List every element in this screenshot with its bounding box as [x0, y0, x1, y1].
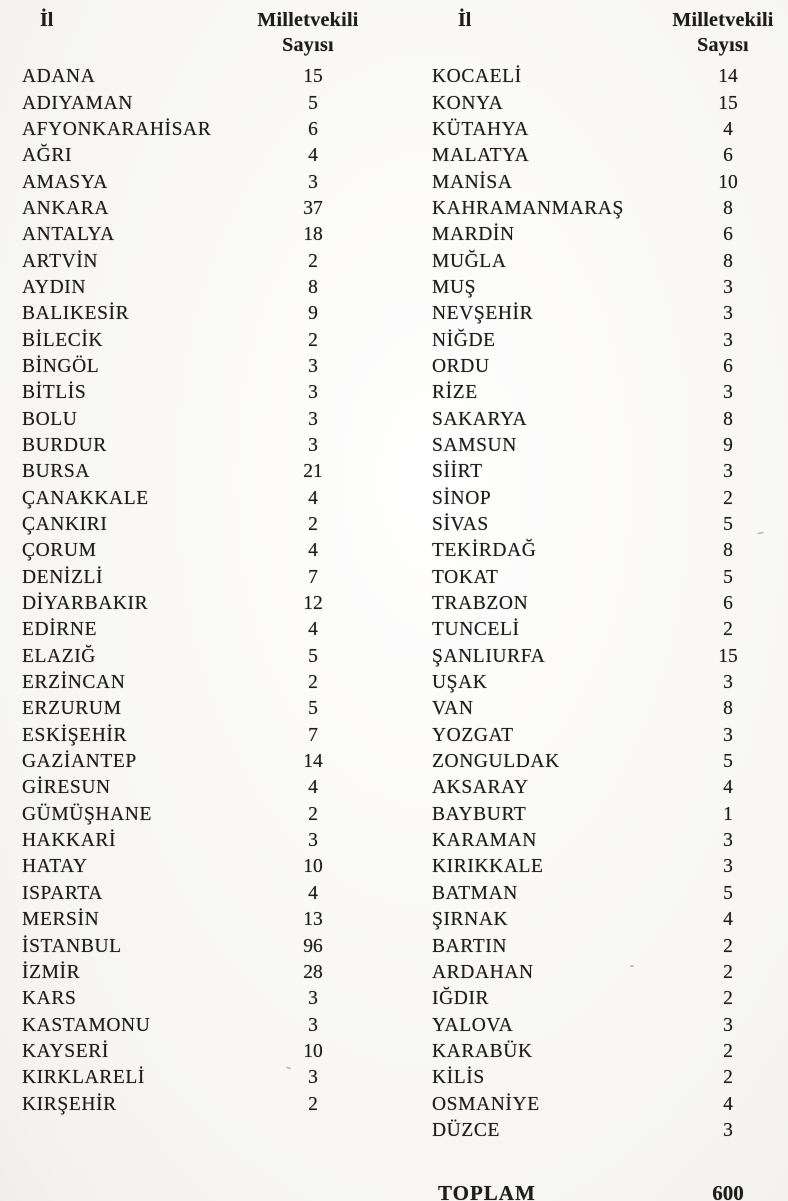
mp-count: 4 [723, 777, 733, 799]
table-row [22, 380, 363, 406]
table-row [22, 301, 363, 327]
table-row [22, 907, 363, 933]
mp-count: 5 [723, 882, 733, 904]
table-row [432, 986, 778, 1012]
mp-count: 8 [723, 197, 733, 219]
province-name: MERSİN [22, 909, 100, 931]
mp-count: 4 [723, 909, 733, 931]
mp-count: 2 [308, 1093, 318, 1115]
mp-count: 2 [723, 1040, 733, 1062]
mp-count: 3 [723, 724, 733, 746]
table-row [432, 1091, 778, 1117]
table-row [22, 1091, 363, 1117]
mp-count: 8 [723, 540, 733, 562]
mp-count: 3 [723, 856, 733, 878]
column-header-mp-count-line1: Milletvekili [257, 9, 359, 31]
table-row [432, 1118, 778, 1144]
mp-count: 6 [308, 118, 318, 140]
mp-count: 6 [723, 145, 733, 167]
province-name: ANKARA [22, 197, 110, 219]
table-row [432, 749, 778, 775]
table-row [432, 222, 778, 248]
mp-count: 4 [308, 145, 318, 167]
province-name: ÇANAKKALE [22, 487, 149, 509]
mp-count: 8 [723, 698, 733, 720]
mp-count: 2 [308, 514, 318, 536]
mp-count: 3 [723, 303, 733, 325]
province-name: ERZURUM [22, 698, 122, 720]
mp-count: 10 [303, 856, 323, 878]
mp-count: 3 [723, 672, 733, 694]
total-value: 600 [712, 1181, 744, 1201]
table-row [22, 670, 363, 696]
table-row [432, 486, 778, 512]
province-name: GİRESUN [22, 777, 111, 799]
column-header-mp-count-line1: Milletvekili [672, 9, 774, 31]
table-row [22, 222, 363, 248]
mp-count: 1 [723, 803, 733, 825]
table-row [22, 986, 363, 1012]
province-name: BİLECİK [22, 329, 104, 351]
table-row [432, 433, 778, 459]
table-row [22, 696, 363, 722]
mp-count: 2 [308, 803, 318, 825]
province-name: ÇORUM [22, 540, 97, 562]
province-name: İSTANBUL [22, 935, 122, 957]
table-row [22, 248, 363, 274]
table-row [432, 459, 778, 485]
province-name: AYDIN [22, 276, 87, 298]
total-row [432, 1181, 778, 1201]
table-row [432, 327, 778, 353]
mp-count: 2 [308, 329, 318, 351]
province-name: KIRŞEHİR [22, 1093, 117, 1115]
table-row [432, 380, 778, 406]
mp-count: 15 [303, 66, 323, 88]
province-name: YOZGAT [432, 724, 514, 746]
province-name: KASTAMONU [22, 1014, 151, 1036]
mp-count: 5 [723, 751, 733, 773]
province-name: ELAZIĞ [22, 645, 96, 667]
mp-count: 3 [308, 434, 318, 456]
mp-count: 3 [723, 1119, 733, 1141]
province-name: ŞIRNAK [432, 909, 509, 931]
mp-count: 18 [303, 224, 323, 246]
table-row [432, 775, 778, 801]
mp-count: 3 [308, 355, 318, 377]
mp-count: 2 [308, 250, 318, 272]
table-row [432, 933, 778, 959]
province-name: KIRIKKALE [432, 856, 544, 878]
table-row [432, 907, 778, 933]
table-row [22, 433, 363, 459]
mp-count: 7 [308, 724, 318, 746]
table-row [22, 749, 363, 775]
province-name: BARTIN [432, 935, 508, 957]
province-name: MALATYA [432, 145, 530, 167]
mp-count: 6 [723, 355, 733, 377]
mp-count: 12 [303, 593, 323, 615]
table-row [432, 354, 778, 380]
province-name: BAYBURT [432, 803, 527, 825]
mp-count: 4 [308, 619, 318, 641]
province-name: IĞDIR [432, 988, 490, 1010]
table-row [432, 644, 778, 670]
total-label: TOPLAM [438, 1181, 536, 1201]
province-name: OSMANİYE [432, 1093, 540, 1115]
province-name: BALIKESİR [22, 303, 130, 325]
table-row [432, 828, 778, 854]
province-name: DİYARBAKIR [22, 593, 149, 615]
mp-count: 13 [303, 909, 323, 931]
table-row [432, 723, 778, 749]
table-row [22, 617, 363, 643]
table-left-column [22, 8, 363, 1118]
scan-speck [630, 965, 634, 968]
table-row [22, 565, 363, 591]
table-row [22, 881, 363, 907]
table-row [22, 1012, 363, 1038]
mp-count: 3 [723, 830, 733, 852]
table-row [22, 591, 363, 617]
mp-count: 3 [308, 408, 318, 430]
table-row [432, 670, 778, 696]
province-name: EDİRNE [22, 619, 98, 641]
table-row [432, 591, 778, 617]
column-header-mp-count [253, 8, 363, 58]
province-name: TEKİRDAĞ [432, 540, 537, 562]
table-row [22, 933, 363, 959]
table-row [22, 196, 363, 222]
mp-count: 5 [308, 92, 318, 114]
province-name: ADIYAMAN [22, 92, 133, 114]
table-row [22, 512, 363, 538]
mp-count: 4 [308, 540, 318, 562]
province-name: AKSARAY [432, 777, 529, 799]
mp-count: 14 [718, 66, 738, 88]
mp-count: 3 [308, 830, 318, 852]
province-name: ERZİNCAN [22, 672, 126, 694]
mp-count: 96 [303, 935, 323, 957]
table-row [22, 538, 363, 564]
mp-count: 15 [718, 92, 738, 114]
province-name: NEVŞEHİR [432, 303, 534, 325]
mp-count: 5 [308, 698, 318, 720]
mp-count: 9 [723, 434, 733, 456]
mp-count: 2 [723, 935, 733, 957]
province-name: KARS [22, 988, 77, 1010]
table-row [432, 854, 778, 880]
mp-count: 5 [308, 645, 318, 667]
mp-count: 8 [308, 276, 318, 298]
province-name: KIRKLARELİ [22, 1067, 145, 1089]
province-name: KAYSERİ [22, 1040, 109, 1062]
mp-count: 5 [723, 514, 733, 536]
mp-count: 6 [723, 224, 733, 246]
mp-count: 4 [723, 1093, 733, 1115]
table-row [22, 327, 363, 353]
mp-count: 2 [723, 619, 733, 641]
province-name: VAN [432, 698, 474, 720]
mp-count: 6 [723, 593, 733, 615]
mp-count: 2 [308, 672, 318, 694]
mp-count: 8 [723, 250, 733, 272]
table-row [432, 617, 778, 643]
mp-count: 3 [308, 171, 318, 193]
province-name: ARTVİN [22, 250, 99, 272]
province-name: TRABZON [432, 593, 529, 615]
table-row [22, 459, 363, 485]
table-row [432, 960, 778, 986]
mp-count: 4 [308, 882, 318, 904]
table-row [22, 90, 363, 116]
mp-count: 37 [303, 197, 323, 219]
province-name: HAKKARİ [22, 830, 117, 852]
province-name: ORDU [432, 355, 490, 377]
mp-count: 3 [723, 276, 733, 298]
mp-count: 5 [723, 566, 733, 588]
table-row [432, 406, 778, 432]
table-row [22, 406, 363, 432]
table-row [22, 723, 363, 749]
province-name: TUNCELİ [432, 619, 520, 641]
mp-count: 2 [723, 487, 733, 509]
mp-count: 2 [723, 1067, 733, 1089]
province-name: MUŞ [432, 276, 477, 298]
mp-count: 4 [723, 118, 733, 140]
province-name: SİVAS [432, 514, 489, 536]
mp-count: 9 [308, 303, 318, 325]
table-row [432, 696, 778, 722]
mp-count: 4 [308, 777, 318, 799]
table-row [432, 275, 778, 301]
province-name: AMASYA [22, 171, 108, 193]
table-row [432, 1065, 778, 1091]
province-name: KARABÜK [432, 1040, 533, 1062]
province-name: SİNOP [432, 487, 492, 509]
table-row [432, 881, 778, 907]
province-name: TOKAT [432, 566, 499, 588]
province-name: GÜMÜŞHANE [22, 803, 152, 825]
table-row [432, 248, 778, 274]
table-row [432, 1012, 778, 1038]
province-name: SİİRT [432, 461, 483, 483]
province-name: AĞRI [22, 145, 73, 167]
province-name: SAMSUN [432, 434, 517, 456]
province-name: İZMİR [22, 961, 81, 983]
province-name: ADANA [22, 66, 96, 88]
column-header-mp-count-line2: Sayısı [282, 34, 334, 56]
table-row [22, 275, 363, 301]
province-name: KİLİS [432, 1067, 485, 1089]
mp-count: 28 [303, 961, 323, 983]
mp-count: 3 [723, 382, 733, 404]
province-name: SAKARYA [432, 408, 528, 430]
province-rows-right [432, 64, 778, 1144]
column-header-province: İl [40, 9, 54, 31]
mp-count: 3 [723, 1014, 733, 1036]
table-row [432, 143, 778, 169]
mp-count: 3 [723, 329, 733, 351]
column-header-mp-count [668, 8, 778, 58]
province-name: NİĞDE [432, 329, 496, 351]
province-name: KOCAELİ [432, 66, 522, 88]
table-row [22, 960, 363, 986]
province-name: DENİZLİ [22, 566, 104, 588]
province-name: BOLU [22, 408, 78, 430]
province-name: KAHRAMANMARAŞ [432, 197, 624, 219]
table-row [432, 1039, 778, 1065]
table-row [22, 117, 363, 143]
table-row [22, 644, 363, 670]
table-row [432, 565, 778, 591]
mp-count: 3 [308, 1067, 318, 1089]
mp-count: 15 [718, 645, 738, 667]
mp-count: 8 [723, 408, 733, 430]
province-name: DÜZCE [432, 1119, 500, 1141]
mp-count: 10 [718, 171, 738, 193]
province-name: MARDİN [432, 224, 515, 246]
province-name: RİZE [432, 382, 478, 404]
province-name: ISPARTA [22, 882, 103, 904]
table-row [22, 486, 363, 512]
province-name: KÜTAHYA [432, 118, 529, 140]
table-row [432, 301, 778, 327]
mp-count: 2 [723, 988, 733, 1010]
province-name: KARAMAN [432, 830, 537, 852]
mp-count: 7 [308, 566, 318, 588]
table-row [22, 828, 363, 854]
table-row [432, 90, 778, 116]
mp-count: 21 [303, 461, 323, 483]
table-row [432, 64, 778, 90]
province-name: UŞAK [432, 672, 488, 694]
province-name: MANİSA [432, 171, 513, 193]
table-row [22, 1065, 363, 1091]
column-header-province: İl [458, 9, 472, 31]
province-name: ÇANKIRI [22, 514, 108, 536]
province-name: ŞANLIURFA [432, 645, 546, 667]
province-name: AFYONKARAHİSAR [22, 118, 212, 140]
province-name: YALOVA [432, 1014, 514, 1036]
province-name: KONYA [432, 92, 504, 114]
table-right-column [432, 8, 778, 1201]
table-row [432, 117, 778, 143]
province-name: BİNGÖL [22, 355, 100, 377]
province-name: BATMAN [432, 882, 518, 904]
table-row [22, 775, 363, 801]
table-row [432, 538, 778, 564]
province-name: BİTLİS [22, 382, 87, 404]
table-row [22, 854, 363, 880]
province-name: BURSA [22, 461, 91, 483]
table-row [432, 169, 778, 195]
table-row [22, 1039, 363, 1065]
table-row [22, 143, 363, 169]
table-row [22, 354, 363, 380]
province-rows-left [22, 64, 363, 1118]
column-header-mp-count-line2: Sayısı [697, 34, 749, 56]
table-row [432, 196, 778, 222]
mp-count: 2 [723, 961, 733, 983]
table-row [22, 64, 363, 90]
province-name: BURDUR [22, 434, 107, 456]
table-header-left [22, 8, 363, 58]
table-header-right [432, 8, 778, 58]
province-name: ESKİŞEHİR [22, 724, 128, 746]
mp-count: 3 [723, 461, 733, 483]
table-row [432, 512, 778, 538]
table-row [22, 169, 363, 195]
mp-count: 14 [303, 751, 323, 773]
province-name: MUĞLA [432, 250, 507, 272]
table-row [22, 802, 363, 828]
mp-count: 3 [308, 988, 318, 1010]
province-name: ANTALYA [22, 224, 115, 246]
mp-count: 3 [308, 382, 318, 404]
table-row [432, 802, 778, 828]
province-name: ZONGULDAK [432, 751, 560, 773]
mp-count: 10 [303, 1040, 323, 1062]
mp-count: 3 [308, 1014, 318, 1036]
province-name: ARDAHAN [432, 961, 534, 983]
mp-count: 4 [308, 487, 318, 509]
province-name: HATAY [22, 856, 88, 878]
province-name: GAZİANTEP [22, 751, 137, 773]
